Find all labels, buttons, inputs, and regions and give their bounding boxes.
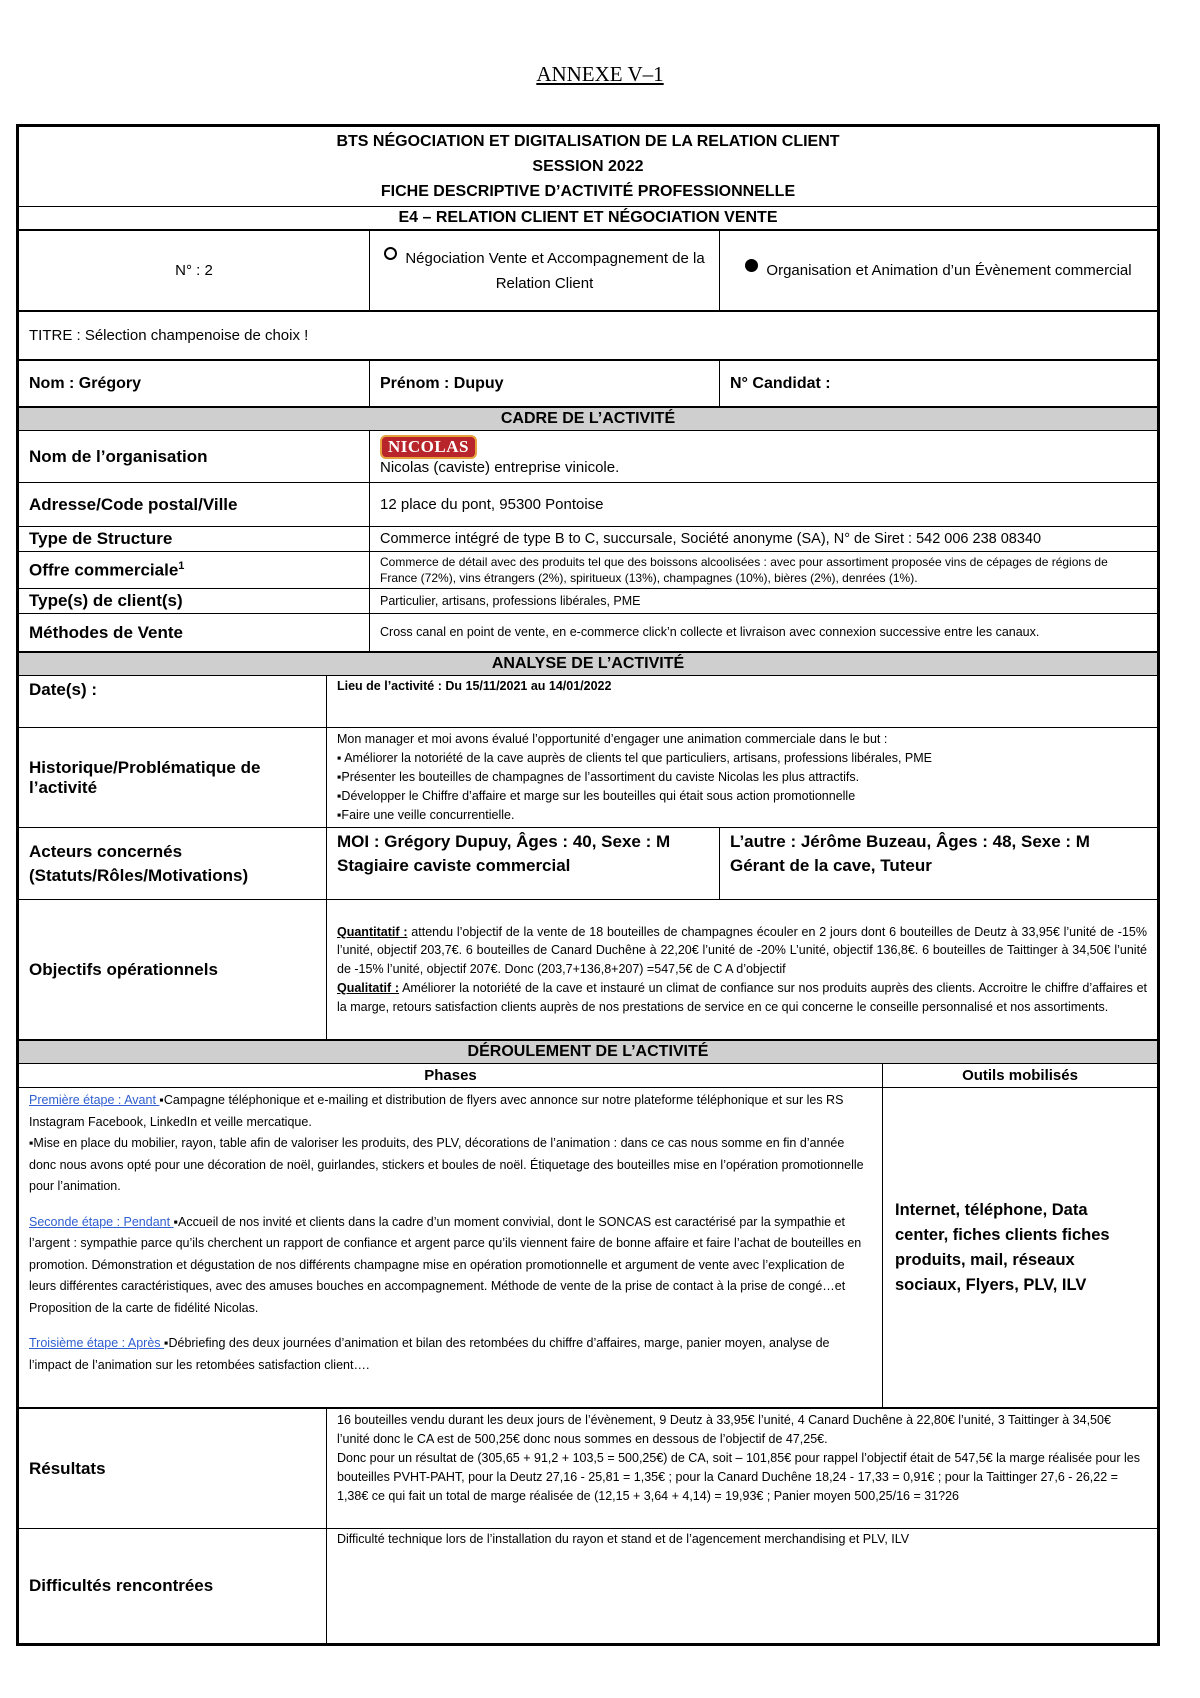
activity-title: TITRE : Sélection champenoise de choix ! — [19, 312, 1158, 360]
dates-label: Date(s) : — [19, 676, 327, 728]
difficultes-text: Difficulté technique lors de l’installation du rayon et stand et de l’agencement merchandising et PLV, ILV — [327, 1529, 1158, 1644]
candidate-number: N° Candidat : — [720, 361, 1158, 407]
cadre-table — [18, 407, 1158, 652]
phases-header: Phases — [19, 1064, 883, 1088]
methodes-value: Cross canal en point de vente, en e-commerce click’n collecte et livraison avec connexion successive entre les canaux. — [370, 614, 1158, 652]
resultats-table — [18, 1408, 1158, 1644]
acteur-autre — [720, 828, 1158, 900]
identity-table — [18, 360, 1158, 407]
header-line2: SESSION 2022 — [532, 158, 644, 175]
outils-header: Outils mobilisés — [883, 1064, 1158, 1088]
candidate-last-name: Nom : Grégory — [19, 361, 370, 407]
quali-label: Qualitatif : — [337, 980, 400, 995]
histo-line-1: ▪ Améliorer la notoriété de la cave auprès de clients tel que particuliers, artisans, professions libérales, PME — [337, 751, 933, 765]
outils-value: Internet, téléphone, Data center, fiches clients fiches produits, mail, réseaux sociaux, Flyers, PLV, ILV — [883, 1088, 1158, 1408]
address-value: 12 place du pont, 95300 Pontoise — [370, 483, 1158, 527]
resultats-line-0: 16 bouteilles vendu durant les deux jours de l’évènement, 9 Deutz à 33,95€ l’unité, 4 Canard Duchêne à 22,80€ l’unité, 3 Taittinger à 34,50€ l’unité donc le CA est de 500,25€ donc nous sommes en dessous de l’objectif de 47,25€. — [337, 1413, 1111, 1446]
radio-checked-icon[interactable] — [745, 259, 758, 272]
quanti-label: Quantitatif : — [337, 924, 408, 939]
quanti-text: attendu l’objectif de la vente de 18 bouteilles de champagnes écouler en 2 jours dont 6 bouteilles de Deutz à 33,95€ l’unité de -15% l’unité, objectif 203,7€. 6 bouteilles de Canard Duchêne à 22,20€ l’unité de -20% L’unité, objectif 136,8€. 6 bouteilles de Taittinger à 34,50€ l’unité de -15% l’unité, objectif 207€. Donc (203,7+136,8+207) =547,5€ de C A d’objectif — [337, 924, 1147, 977]
clients-label: Type(s) de client(s) — [19, 589, 370, 614]
analyse-table — [18, 652, 1158, 1040]
step1-text: ▪Campagne téléphonique et e-mailing et distribution de flyers avec annonce sur notre plateforme téléphonique et sur les RS Instagram Facebook, LinkedIn et veille mercatique. — [29, 1093, 844, 1129]
header-line1: BTS NÉGOCIATION ET DIGITALISATION DE LA RELATION CLIENT — [336, 133, 840, 150]
quali-text: Améliorer la notoriété de la cave et instauré un climat de confiance sur nos produits auprès des clients. Accroitre le chiffre d’affaires et la marge, retours satisfaction clients auprès de nos prestations de service en ce qui concerne le conseille personnalisé et nos assortiments. — [337, 980, 1147, 1014]
annex-title: ANNEXE V–1 — [536, 62, 664, 86]
candidate-first-name: Prénom : Dupuy — [370, 361, 720, 407]
acteurs-label: Acteurs concernés (Statuts/Rôles/Motivations) — [19, 828, 327, 900]
histo-line-0: Mon manager et moi avons évalué l’opportunité d’engager une animation commerciale dans le but : — [337, 732, 888, 746]
step2-link[interactable]: Seconde étape : Pendant — [29, 1214, 174, 1229]
header-table — [18, 126, 1158, 230]
nicolas-logo: NICOLAS — [380, 435, 477, 459]
clients-value: Particulier, artisans, professions libérales, PME — [370, 589, 1158, 614]
acteur-autre-line1: L’autre : Jérôme Buzeau, Âges : 48, Sexe : M — [730, 832, 1090, 851]
option-negociation-label: Négociation Vente et Accompagnement de la Relation Client — [405, 249, 705, 292]
dates-value: Lieu de l’activité : Du 15/11/2021 au 14/01/2022 — [327, 676, 1158, 728]
offre-value: Commerce de détail avec des produits tel que des boissons alcoolisées : avec pour assortiment proposée vins de cépages de régions de France (72%), vins étrangers (2%), spiritueux (13%), champagnes (10%), bières (2%), denrées (1%). — [370, 552, 1158, 589]
phases-content — [19, 1088, 883, 1408]
option-evenement[interactable] — [720, 231, 1158, 311]
org-label: Nom de l’organisation — [19, 431, 370, 483]
objectifs-label: Objectifs opérationnels — [19, 900, 327, 1040]
acteur-moi — [327, 828, 720, 900]
activity-sheet — [16, 124, 1160, 1646]
org-value: Nicolas (caviste) entreprise vinicole. — [380, 459, 620, 476]
step2-text: ▪Accueil de nos invité et clients dans la cadre d’un moment convivial, dont le SONCAS est caractérisé par la sympathie et l’argent : sympathie parce qu’ils cherchent un rapport de confiance et argent parce qu’ils viennent faire de bonne affaire et faire l’achat de bouteilles en promotion. Démonstration et dégustation de nos différents champagne mise en opération promotionnelle et argument de vente avec l’explication de leurs différentes caractéristiques, avec des amuses bouches en accompagnement. Méthode de vente de la prise de contact à la prise de congé…et Proposition de la carte de fidélité Nicolas. — [29, 1214, 862, 1315]
header-title-cell — [19, 127, 1158, 207]
structure-value: Commerce intégré de type B to C, succursale, Société anonyme (SA), N° de Siret : 542 006 238 08340 — [370, 527, 1158, 552]
step1-link[interactable]: Première étape : Avant — [29, 1093, 160, 1107]
structure-label: Type de Structure — [19, 527, 370, 552]
fiche-number: N° : 2 — [19, 231, 370, 311]
resultats-line-1: Donc pour un résultat de (305,65 + 91,2 + 103,5 = 500,25€) de CA, soit – 101,85€ pour rappel l’objectif était de 547,5€ la marge réalisée pour les bouteilles PVHT-PAHT, pour la Deutz 27,16 - 25,81 = 1,35€ ; pour la Canard Duchêne 18,24 - 17,33 = 0,91€ ; pour la Taittinger 27,6 - 26,22 = 1,38€ ce qui fait un total de marge réalisée de (12,15 + 3,64 + 4,14) = 19,93€ ; Panier moyen 500,25/16 = 31?26 — [337, 1451, 1140, 1503]
footnote-ref[interactable]: 1 — [178, 559, 185, 572]
offre-label: Offre commerciale — [29, 560, 179, 580]
acteur-moi-line2: Stagiaire caviste commercial — [337, 856, 571, 875]
step3-link[interactable]: Troisième étape : Après — [29, 1336, 165, 1350]
histo-text — [327, 728, 1158, 828]
section-cadre: CADRE DE L’ACTIVITÉ — [19, 408, 1158, 431]
titre-table — [18, 311, 1158, 360]
option-evenement-label: Organisation et Animation d’un Évènement commercial — [766, 261, 1132, 279]
step3-text: ▪Débriefing des deux journées d’animation et bilan des retombées du chiffre d’affaires, marge, panier moyen, analyse de l’impact de l’animation sur les retombées satisfaction client…. — [29, 1336, 830, 1372]
offre-label-cell — [19, 552, 370, 589]
resultats-label: Résultats — [19, 1409, 327, 1529]
address-label: Adresse/Code postal/Ville — [19, 483, 370, 527]
option-negociation[interactable] — [370, 231, 720, 311]
deroulement-table — [18, 1040, 1158, 1408]
header-line4: E4 – RELATION CLIENT ET NÉGOCIATION VENTE — [19, 207, 1158, 230]
difficultes-label: Difficultés rencontrées — [19, 1529, 327, 1644]
histo-label: Historique/Problématique de l’activité — [19, 728, 327, 828]
acteur-moi-line1: MOI : Grégory Dupuy, Âges : 40, Sexe : M — [337, 832, 671, 851]
header-line3: FICHE DESCRIPTIVE D’ACTIVITÉ PROFESSIONNELLE — [380, 183, 796, 200]
acteur-autre-line2: Gérant de la cave, Tuteur — [730, 856, 932, 875]
methodes-label: Méthodes de Vente — [19, 614, 370, 652]
radio-empty-icon[interactable] — [384, 247, 397, 260]
histo-line-3: ▪Développer le Chiffre d’affaire et marge sur les bouteilles qui était sous action promotionnelle — [337, 789, 856, 803]
histo-line-4: ▪Faire une veille concurrentielle. — [337, 808, 515, 822]
section-deroulement: DÉROULEMENT DE L’ACTIVITÉ — [19, 1041, 1158, 1064]
resultats-text — [327, 1409, 1158, 1529]
histo-line-2: ▪Présenter les bouteilles de champagnes de l’assortiment du caviste Nicolas les plus attractifs. — [337, 770, 860, 784]
section-analyse: ANALYSE DE L’ACTIVITÉ — [19, 653, 1158, 676]
option-table — [18, 230, 1158, 311]
objectifs-text — [327, 900, 1158, 1040]
step1-text2: ▪Mise en place du mobilier, rayon, table afin de valoriser les produits, des PLV, décorations de l’animation : dans ce cas nous somme en fin d’année donc nous avons opté pour une décoration de noël, guirlandes, stickers et boules de noël. Étiquetage des bouteilles mise en l’opération promotionnelle pour l’animation. — [29, 1136, 864, 1193]
